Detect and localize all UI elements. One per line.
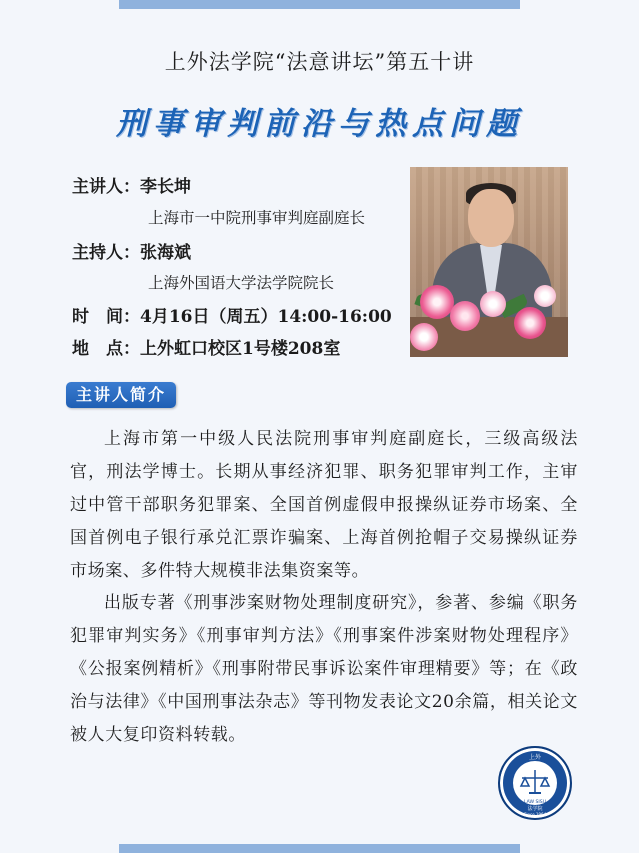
- bottom-decor-bar: [119, 844, 520, 853]
- speaker-name: 李长坤: [140, 177, 191, 197]
- time-row: [72, 302, 392, 327]
- school-logo: [498, 746, 572, 820]
- bio-paragraph-1: 上海市第一中级人民法院刑事审判庭副庭长，三级高级法官，刑法学博士。长期从事经济犯罪、职务犯罪审判工作，主审过中管干部职务犯罪案、全国首例虚假申报操纵证券市场案、全国首例电子银行承兑汇票诈骗案、上海首例抢帽子交易操纵证券市场案、多件特大规模非法集资案等。: [70, 429, 578, 581]
- place-row: [72, 334, 340, 359]
- logo-top-text: 上外: [528, 754, 542, 761]
- place-value: 上外虹口校区1号楼208室: [140, 339, 341, 359]
- host-row: [72, 238, 191, 263]
- section-badge: 主讲人简介: [66, 382, 176, 408]
- speaker-title: 上海市一中院刑事审判庭副庭长: [148, 209, 366, 227]
- speaker-row: [72, 172, 191, 197]
- lecture-title: 刑事审判前沿与热点问题: [116, 106, 523, 142]
- host-name: 张海斌: [140, 243, 191, 263]
- top-decor-bar: [119, 0, 520, 9]
- speaker-label: 主讲人：: [72, 177, 140, 197]
- logo-since-text: Since 1964: [523, 812, 547, 817]
- host-title: 上海外国语大学法学院院长: [148, 274, 335, 292]
- logo-mid-text: LAW SISU: [523, 800, 547, 805]
- host-label: 主持人：: [72, 243, 140, 263]
- time-label: 时 间：: [72, 307, 140, 327]
- series-title: 上外法学院“法意讲坛”第五十讲: [164, 50, 475, 74]
- logo-cn-text: 法学院: [527, 806, 543, 812]
- time-value: 4月16日（周五）14:00-16:00: [140, 307, 392, 327]
- speaker-photo: [410, 167, 568, 357]
- bio-paragraph-2: 出版专著《刑事涉案财物处理制度研究》，参著、参编《职务犯罪审判实务》《刑事审判方法》《刑事案件涉案财物处理程序》《公报案例精析》《刑事附带民事诉讼案件审理精要》等；在《政治与法律》《中国刑事法杂志》等刊物发表论文20余篇，相关论文被人大复印资料转载。: [70, 593, 578, 745]
- place-label: 地 点：: [72, 339, 140, 359]
